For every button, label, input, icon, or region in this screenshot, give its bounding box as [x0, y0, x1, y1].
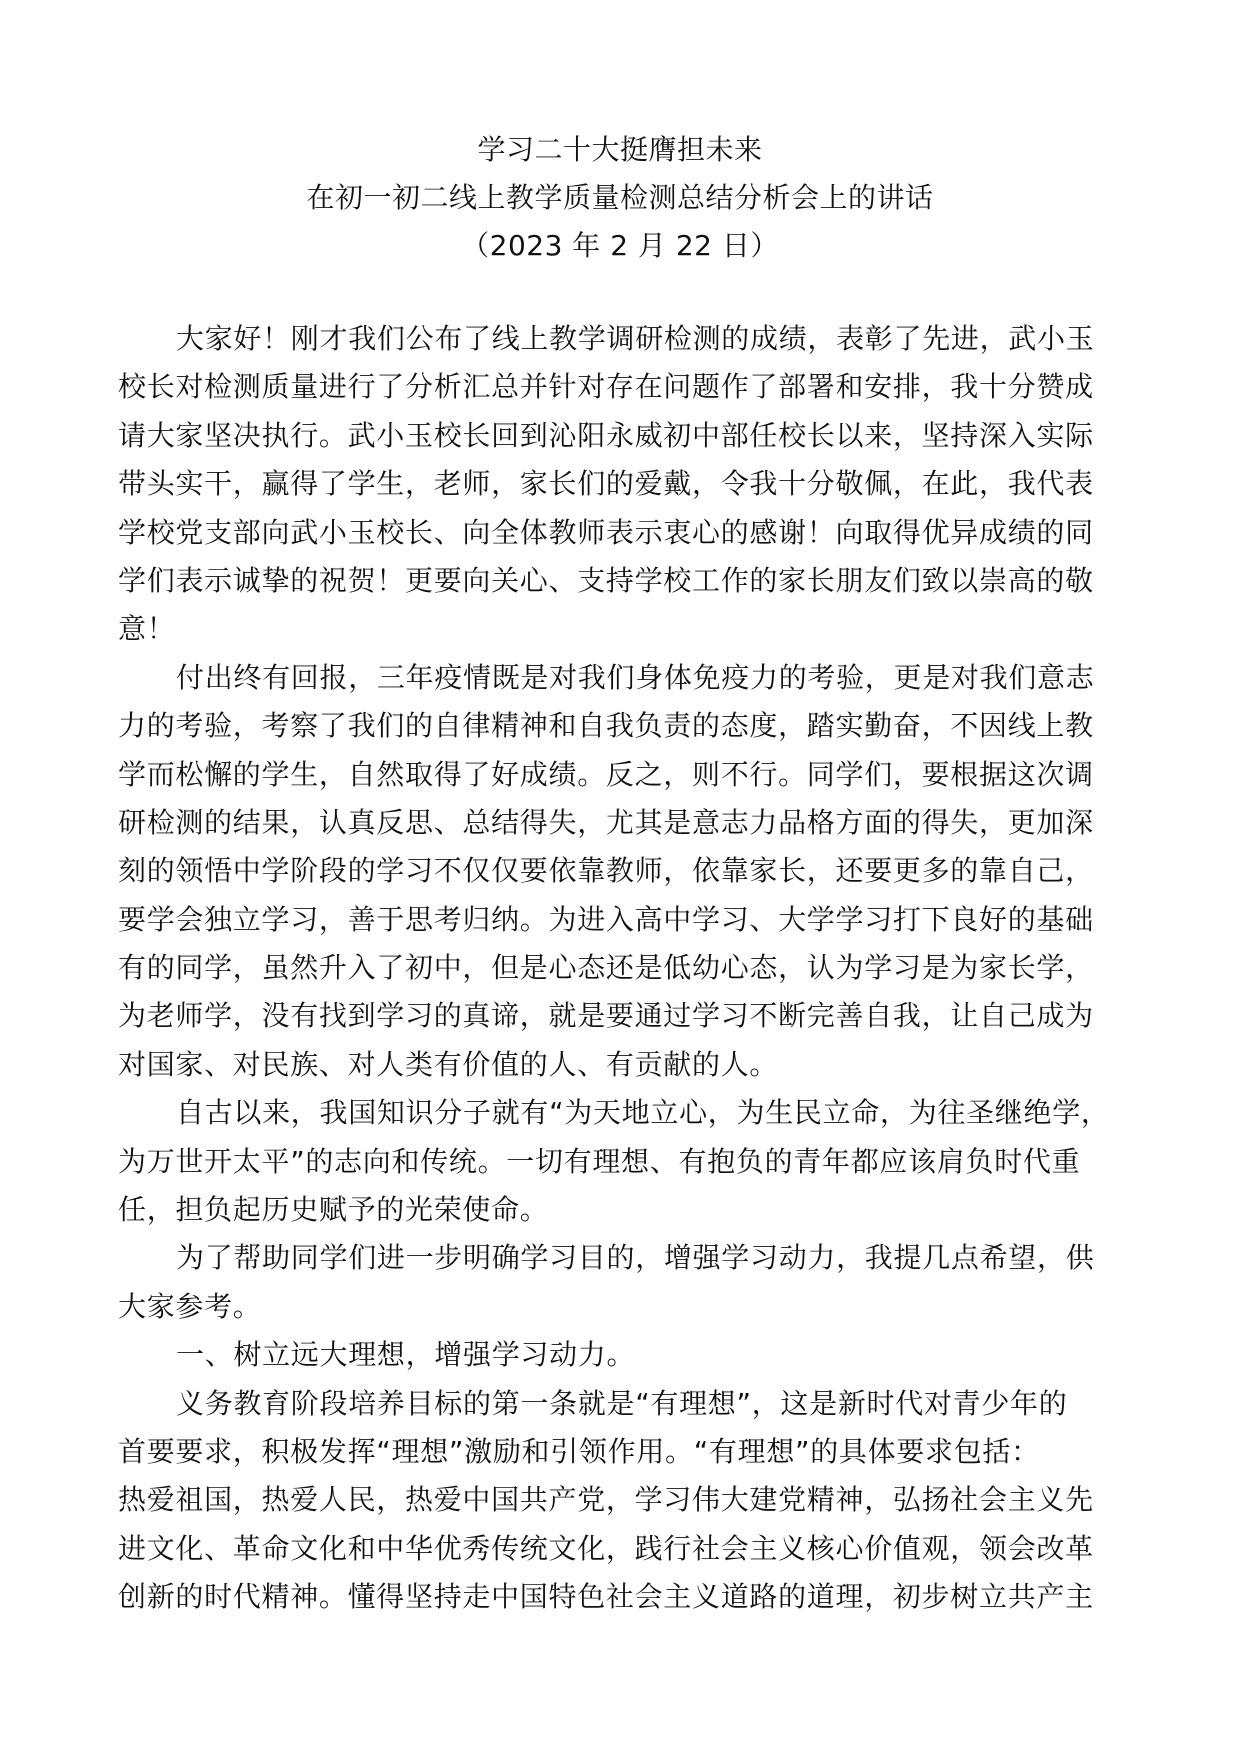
text-line: 义务教育阶段培养目标的第一条就是“有理想”，这是新时代对青少年的: [176, 1386, 1068, 1420]
paragraph-effort: [118, 654, 1128, 1090]
text-line: 刻的领悟中学阶段的学习不仅仅要依靠教师，依靠家长，还要更多的靠自己，: [118, 854, 1094, 888]
paragraph-greeting: [118, 315, 1128, 654]
text-line: 有的同学，虽然升入了初中，但是心态还是低幼心态，认为学习是为家长学，: [118, 951, 1094, 985]
speech-date: （2023 年 2 月 22 日）: [461, 229, 779, 262]
text-line: 要学会独立学习，善于思考归纳。为进入高中学习、大学学习打下良好的基础: [118, 902, 1094, 936]
text-line: 任，担负起历史赋予的光荣使命。: [118, 1193, 549, 1227]
text-line: 为万世开太平”的志向和传统。一切有理想、有抱负的青年都应该肩负时代重: [118, 1144, 1081, 1178]
text-line: 为老师学，没有找到学习的真谛，就是要通过学习不断完善自我，让自己成为: [118, 999, 1094, 1033]
body-text: [118, 315, 1128, 1622]
text-line: 热爱祖国，热爱人民，热爱中国共产党，学习伟大建党精神，弘扬社会主义先: [118, 1483, 1094, 1517]
text-line: 首要要求，积极发挥“理想”激励和引领作用。“有理想”的具体要求包括：: [118, 1434, 1040, 1468]
text-line: 大家参考。: [118, 1289, 262, 1323]
paragraph-ideals: [118, 1380, 1128, 1622]
text-line: 学而松懈的学生，自然取得了好成绩。反之，则不行。同学们，要根据这次调: [118, 757, 1094, 791]
paragraph-hopes: [118, 1234, 1128, 1331]
text-line: 对国家、对民族、对人类有价值的人、有贡献的人。: [118, 1047, 779, 1081]
text-line: 创新的时代精神。懂得坚持走中国特色社会主义道路的道理，初步树立共产主: [118, 1580, 1094, 1614]
text-line: 学们表示诚挚的祝贺！更要向关心、支持学校工作的家长朋友们致以崇高的敬: [118, 563, 1094, 597]
text-line: 自古以来，我国知识分子就有“为天地立心，为生民立命，为往圣继绝学，: [176, 1096, 1110, 1130]
text-line: 进文化、革命文化和中华优秀传统文化，践行社会主义核心价值观，领会改革: [118, 1531, 1094, 1565]
section-heading: [118, 1331, 1128, 1379]
text-line: 一、树立远大理想，增强学习动力。: [176, 1338, 636, 1372]
text-line: 为了帮助同学们进一步明确学习目的，增强学习动力，我提几点希望，供: [176, 1241, 1095, 1275]
text-line: 力的考验，考察了我们的自律精神和自我负责的态度，踏实勤奋，不因线上教: [118, 709, 1094, 743]
text-line: 请大家坚决执行。武小玉校长回到沁阳永威初中部任校长以来，坚持深入实际: [118, 418, 1094, 452]
speech-title: 学习二十大挺膺担未来: [477, 133, 763, 166]
text-line: 大家好！刚才我们公布了线上教学调研检测的成绩，表彰了先进，武小玉: [176, 322, 1095, 355]
title-block: [0, 126, 1240, 270]
paragraph-tradition: [118, 1089, 1128, 1234]
text-line: 校长对检测质量进行了分析汇总并针对存在问题作了部署和安排，我十分赞成: [118, 370, 1094, 404]
text-line: 学校党支部向武小玉校长、向全体教师表示衷心的感谢！向取得优异成绩的同: [118, 515, 1094, 549]
speech-subtitle: 在初一初二线上教学质量检测总结分析会上的讲话: [306, 181, 934, 214]
text-line: 研检测的结果，认真反思、总结得失，尤其是意志力品格方面的得失，更加深: [118, 805, 1094, 839]
text-line: 付出终有回报，三年疫情既是对我们身体免疫力的考验，更是对我们意志: [176, 660, 1095, 694]
text-line: 带头实干，赢得了学生，老师，家长们的爱戴，令我十分敬佩，在此，我代表: [118, 467, 1094, 501]
text-line: 意！: [118, 612, 176, 646]
